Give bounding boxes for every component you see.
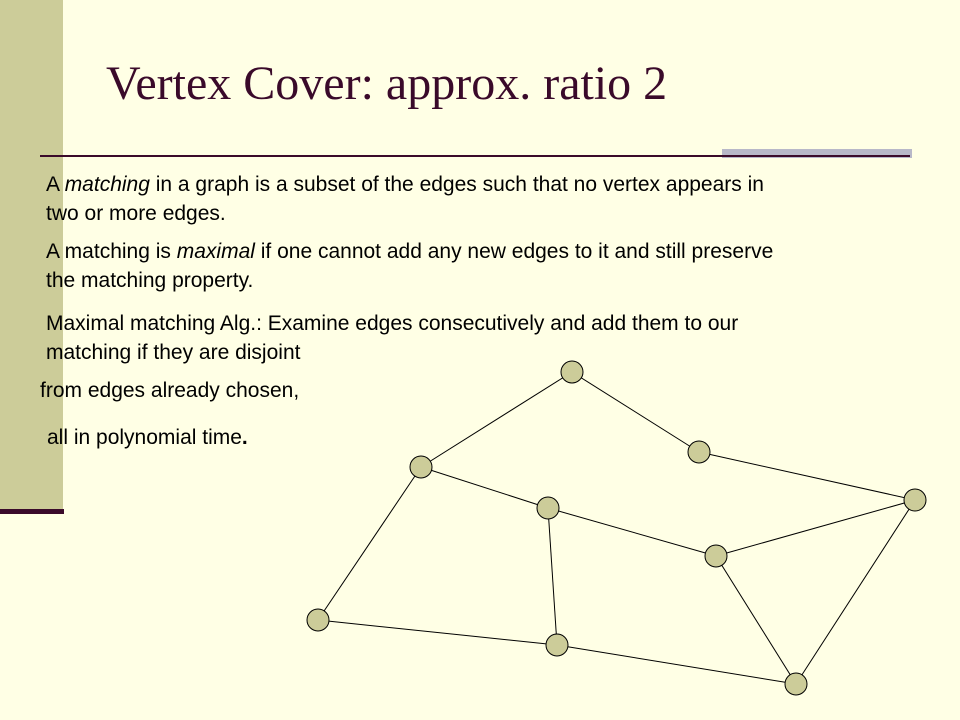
slide-title: Vertex Cover: approx. ratio 2 — [106, 57, 668, 110]
graph-edge — [557, 645, 796, 684]
graph-edge — [318, 620, 557, 645]
graph-vertex — [705, 545, 727, 567]
bullet-text-part: Maximal matching Alg.: Examine edges consecutively and add them to our matching if they are disjoint — [46, 312, 739, 364]
bullet-text-part: if one cannot add any new edges to it and still preserve the matching property. — [46, 240, 774, 292]
graph-edge — [716, 556, 796, 684]
graph-edge — [796, 500, 915, 684]
graph-vertex — [546, 634, 568, 656]
graph-vertex — [904, 489, 926, 511]
graph-vertex — [561, 361, 583, 383]
bullet-text-part: in a graph is a subset of the edges such that no vertex appears in two or more edges. — [46, 173, 764, 225]
graph-vertex — [785, 673, 807, 695]
final-line-period: . — [241, 426, 248, 449]
graph-edge — [548, 508, 716, 556]
graph-edge — [548, 508, 557, 645]
graph-edge — [716, 500, 915, 556]
graph-edge — [699, 452, 915, 500]
graph-vertex — [410, 456, 432, 478]
graph-edges — [318, 372, 915, 684]
final-line-text: all in polynomial time — [47, 426, 242, 449]
continuation-line: from edges already chosen, — [40, 379, 300, 402]
graph-vertex — [688, 441, 710, 463]
graph-edge — [421, 372, 572, 467]
graph-edge — [572, 372, 699, 452]
bullet-text-part: A — [46, 173, 65, 196]
graph-vertex — [537, 497, 559, 519]
bullet-text-emphasis: matching — [64, 173, 150, 196]
bullet-text-emphasis: maximal — [176, 240, 255, 263]
graph-edge — [421, 467, 548, 508]
graph-vertex — [307, 609, 329, 631]
bullet-text-part: A matching is — [46, 240, 177, 263]
graph-edge — [318, 467, 421, 620]
